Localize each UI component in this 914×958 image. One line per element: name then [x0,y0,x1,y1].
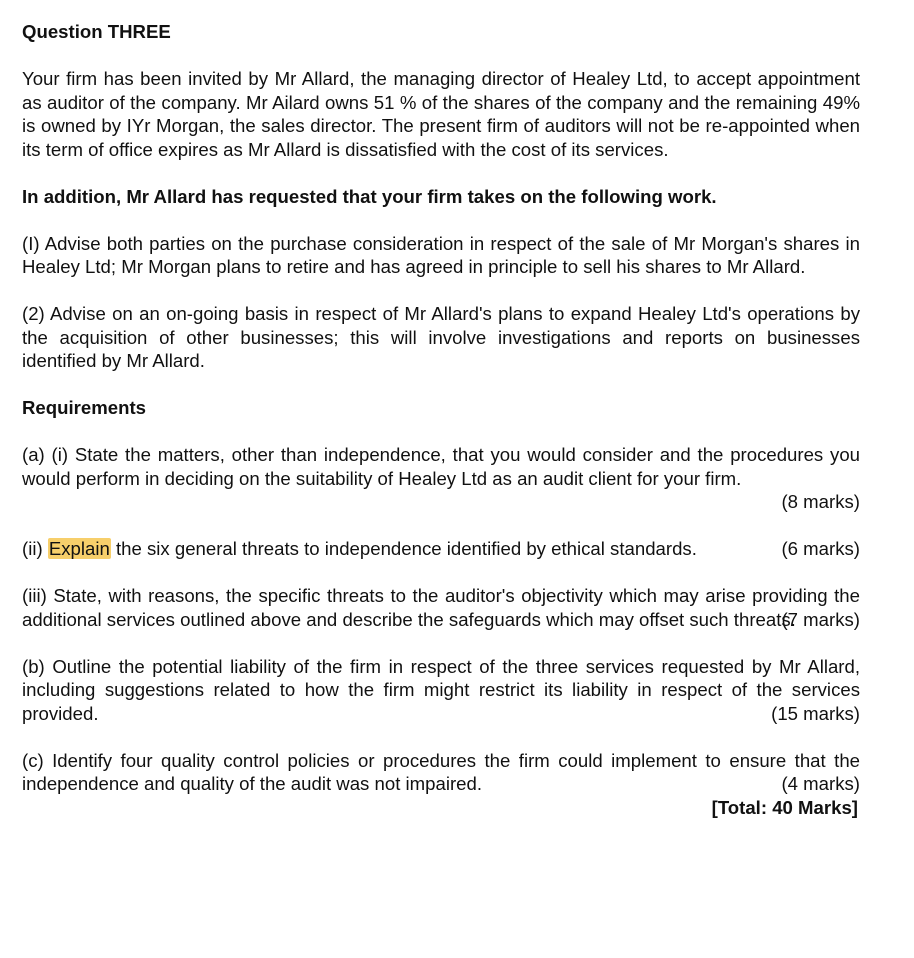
requirement-a-ii-prefix: (ii) [22,538,48,559]
requirements-heading: Requirements [22,397,146,418]
question-document [22,20,860,819]
requirement-b-marks: (15 marks) [771,702,860,724]
requirement-c-marks: (4 marks) [781,773,860,794]
requirement-c-text: (c) Identify four quality control policies or procedures the firm could implement to ensure that the independence and quality of the audit was not impaired. [22,749,860,794]
highlighted-word[interactable]: Explain [48,538,110,559]
total-marks: [Total: 40 Marks] [711,796,858,818]
question-title: Question THREE [22,21,171,42]
requirement-a-i-text: (a) (i) State the matters, other than independence, that you would consider and the procedures you would perform in deciding on the suitability of Healey Ltd as an audit client for your firm. [22,444,860,489]
intro-paragraph: Your firm has been invited by Mr Allard, the managing director of Healey Ltd, to accept appointment as auditor of the company. Mr Ailard owns 51 % of the shares of the company and the remaining 49% is owned by IYr Morgan, the sales director. The present firm of auditors will not be re-appointed when its term of office expires as Mr Allard is dissatisfied with the cost of its services. [22,68,860,160]
work-item-2: (2) Advise on an on-going basis in respect of Mr Allard's plans to expand Healey Ltd's operations by the acquisition of other businesses; this will involve investigations and reports on businesses identified by Mr Allard. [22,303,860,371]
requirement-a-ii-text [22,537,697,561]
addition-heading: In addition, Mr Allard has requested that your firm takes on the following work. [22,185,717,207]
requirement-a-i-marks: (8 marks) [781,491,860,512]
requirement-a-iii-marks: (7 marks) [781,608,860,630]
requirement-a-ii-marks: (6 marks) [781,538,860,559]
requirement-a-iii-text: (iii) State, with reasons, the specific threats to the auditor's objectivity which may arise providing the additional services outlined above and describe the safeguards which may offset such threats. [22,585,860,630]
work-item-1: (I) Advise both parties on the purchase consideration in respect of the sale of Mr Morgan's shares in Healey Ltd; Mr Morgan plans to retire and has agreed in principle to sell his shares to Mr Allard. [22,232,860,277]
requirement-a-ii-rest: the six general threats to independence identified by ethical standards. [110,538,697,559]
requirement-a-ii [22,537,860,561]
requirement-b-text: (b) Outline the potential liability of the firm in respect of the three services requested by Mr Allard, including suggestions related to how the firm might restrict its liability in respect of the services provided. [22,655,860,724]
